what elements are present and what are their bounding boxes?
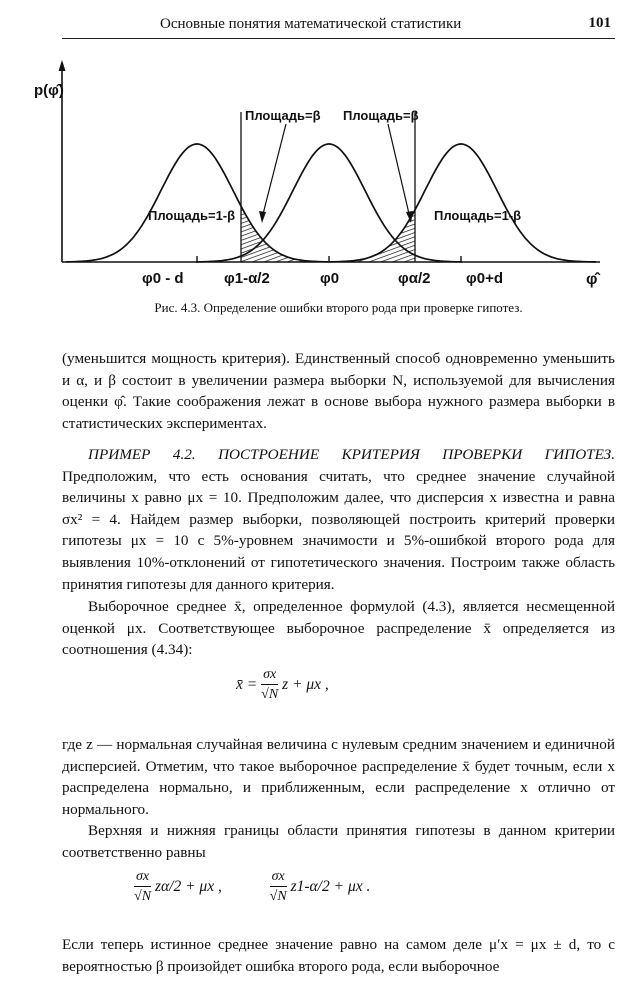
example-title: ПРИМЕР 4.2. ПОСТРОЕНИЕ КРИТЕРИЯ ПРОВЕРКИ ГИПОТЕЗ.	[88, 446, 615, 463]
header-title: Основные понятия математической статистики	[160, 16, 462, 32]
formula1-num: σx	[261, 666, 278, 685]
label-area-beta-right: Площадь=β	[343, 108, 419, 123]
label-area-one-minus-beta-left: Площадь=1-β	[148, 208, 236, 223]
example-body: Предположим, что есть основания считать, что среднее значение случайной величины x равно μx = 10. Предположим далее, что дисперсия x известна и равна σx² = 4. Найдем размер выборки, позволяющей построить критерий проверки гипотезы μx = 10 с 5%-уровнем значимости и 5%-ошибкой второго рода для выявления 10%-отклонений от гипотетического значения. Построим также область принятия гипотезы для данного критерия.	[62, 467, 615, 593]
paragraph-3-text: Выборочное среднее x̄, определенное формулой (4.3), является несмещенной оценкой μx. Соответствующее выборочное распределение x̄ определяется из соотношения (4.34):	[62, 598, 615, 659]
y-axis-label: p(φ̂)	[34, 82, 64, 99]
curve-left	[66, 144, 330, 262]
figure-caption: Рис. 4.3. Определение ошибки второго рода при проверке гипотез.	[154, 300, 523, 315]
page-number: 101	[588, 15, 611, 31]
curve-right	[330, 144, 596, 262]
formula1-lhs: x̄ =	[236, 676, 258, 694]
formula2-den-a: √N	[134, 889, 152, 904]
label-area-beta-left: Площадь=β	[245, 108, 321, 123]
x-axis-label: φ̂	[586, 271, 598, 288]
formula2-fraction-b	[270, 868, 287, 907]
formula1-rhs: z + μx ,	[282, 676, 329, 694]
formula-sample-mean	[236, 666, 329, 705]
example-4-2	[62, 444, 615, 595]
pointer-beta-left	[262, 124, 286, 218]
hatched-area-right	[330, 210, 415, 262]
paragraph-5-text: Верхняя и нижняя границы области принятия гипотезы в данном критерии соответственно равны	[62, 822, 615, 861]
formula2-den-b: √N	[269, 889, 287, 904]
tick-label-phi-1-minus-alpha-2: φ1-α/2	[224, 270, 270, 287]
y-axis-arrow-icon	[59, 60, 66, 71]
formula-acceptance-bounds	[134, 868, 370, 907]
formula2-rest-b: z1-α/2 + μx .	[290, 878, 371, 896]
pointer-beta-right	[388, 124, 410, 218]
paragraph-5	[62, 820, 615, 863]
formula2-fraction-a	[134, 868, 151, 907]
figure-4-3	[0, 0, 640, 300]
formula2-num-a: σx	[134, 868, 151, 887]
pointer-arrow-left-icon	[259, 211, 266, 223]
paragraph-4	[62, 734, 615, 820]
label-area-one-minus-beta-right: Площадь=1-β	[434, 208, 522, 223]
paragraph-6-text: Если теперь истинное среднее значение равно на самом деле μ′x = μx ± d, то с вероятностью β произойдет ошибка второго рода, если выборочное	[62, 936, 615, 975]
paragraph-4-text: где z — нормальная случайная величина с нулевым средним значением и единичной дисперсией. Отметим, что такое выборочное распределение x̄ будет точным, если x распределена нормально, и приближенным, если распределение x отлично от нормального.	[62, 736, 615, 818]
tick-label-phi0-plus-d: φ0+d	[466, 270, 503, 287]
paragraph-6	[62, 934, 615, 977]
formula2-num-b: σx	[270, 868, 287, 887]
paragraph-1	[62, 348, 615, 434]
curve-center	[196, 144, 462, 262]
formula2-rest-a: zα/2 + μx ,	[155, 878, 222, 896]
paragraph-1-text: (уменьшится мощность критерия). Единственный способ одновременно уменьшить и α, и β состоит в увеличении размера выборки N, используемой для вычисления оценки φ̂. Такие соображения лежат в основе выбора нужного размера выборки в статистических экспериментах.	[62, 350, 615, 432]
formula1-den: √N	[261, 687, 279, 702]
formula1-fraction	[261, 666, 278, 705]
paragraph-3	[62, 596, 615, 661]
tick-label-phi0: φ0	[320, 270, 340, 287]
tick-label-phi-alpha-2: φα/2	[398, 270, 431, 287]
hatched-area-left	[241, 206, 328, 262]
tick-label-phi0-minus-d: φ0 - d	[142, 270, 184, 287]
